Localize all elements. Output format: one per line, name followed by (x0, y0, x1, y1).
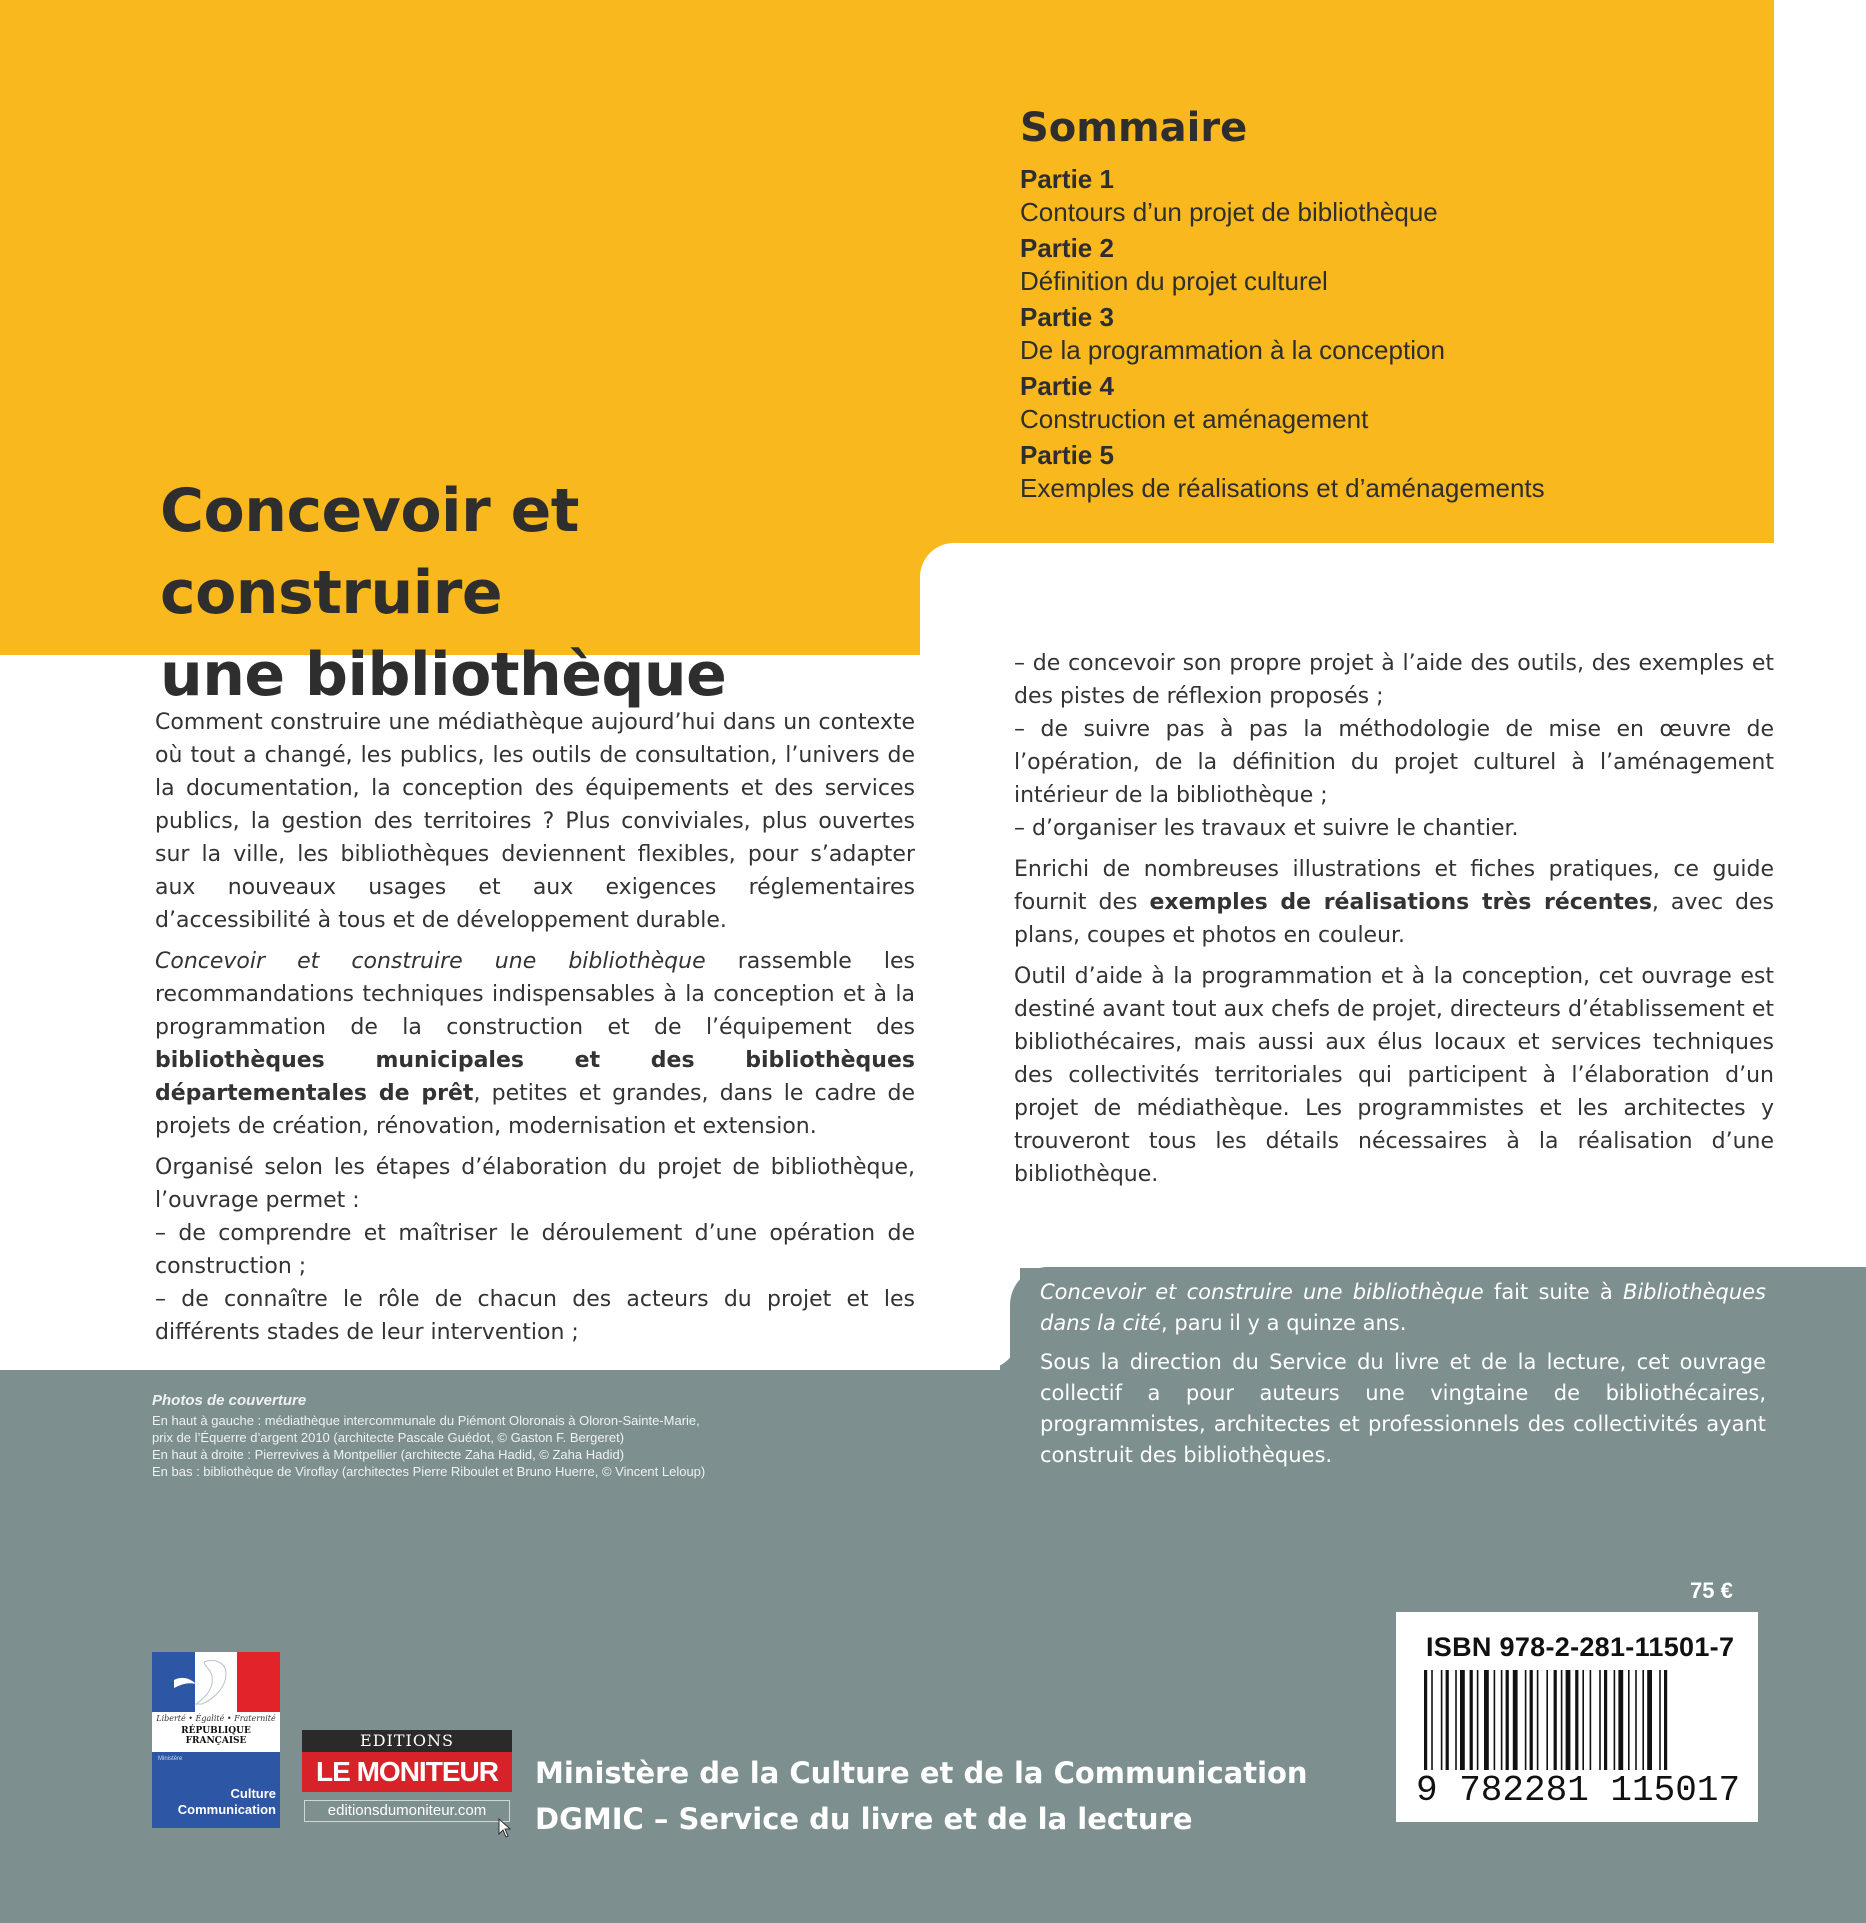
toc-part-label: Partie 1 (1020, 164, 1114, 194)
rf-motto: Liberté • Égalité • Fraternité (156, 1714, 276, 1723)
paragraph: Sous la direction du Service du livre et de la lecture, cet ouvrage collectif a pour auteurs une vingtaine de bibliothécaires, programmistes, architectes et professionnels des collectivités ayant construit des bibliothèques. (1040, 1350, 1766, 1467)
paragraph-text: , paru il y a quinze ans. (1161, 1311, 1407, 1335)
toc-part-label: Partie 5 (1020, 440, 1114, 470)
toc-part-3 (1020, 301, 1760, 367)
table-of-contents (1020, 105, 1760, 508)
page-title (160, 470, 920, 716)
toc-part-5 (1020, 439, 1760, 505)
book-title-italic: Concevoir et construire une bibliothèque (1040, 1280, 1484, 1304)
list-item: – de suivre pas à pas la méthodologie de mise en œuvre de l’opération, de la définition du projet culturel à l’aménagement intérieur de la bibliothèque ; (1014, 717, 1774, 808)
toc-part-label: Partie 2 (1020, 233, 1114, 263)
list-item: – de concevoir son propre projet à l’aide des outils, des exemples et des pistes de réflexion proposés ; (1014, 651, 1774, 709)
emphasis: exemples de réalisations très récentes (1149, 890, 1652, 915)
toc-part-4 (1020, 370, 1760, 436)
rf-ministere-label: Ministère (158, 1756, 183, 1762)
toc-part-label: Partie 4 (1020, 371, 1114, 401)
rf-culture-text: Culture (230, 1786, 276, 1801)
paragraph: Outil d’aide à la programmation et à la conception, cet ouvrage est destiné avant tout aux chefs de projet, directeurs d’établissement et bibliothécaires, mais aussi aux élus locaux et services techniques des collectivités territoriales qui participent à l’élaboration d’un projet de médiathèque. Les programmistes et les architectes y trouveront tous les détails nécessaires à la réalisation d’une bibliothèque. (1014, 964, 1774, 1187)
paragraph: Comment construire une médiathèque aujourd’hui dans un contexte où tout a changé, les publics, les outils de consultation, l’univers de la documentation, la conception des équipements et des services publics, la gestion des territoires ? Plus conviviales, plus ouvertes sur la ville, les bibliothèques deviennent flexibles, pour s’adapter aux nouveaux usages et aux exigences réglementaires d’accessibilité à tous et de développement durable. (155, 710, 915, 933)
paragraph-text: , petites et grandes, dans le cadre de projets de création, rénovation, modernisation et extension. (155, 1081, 916, 1139)
credits-line: En bas : bibliothèque de Viroflay (architectes Pierre Riboulet et Bruno Huerre, © Vincent Leloup) (152, 1464, 706, 1479)
ministry-line-1: Ministère de la Culture et de la Communication (535, 1756, 1308, 1790)
ministry-culture-block (152, 1752, 280, 1828)
rf-communication-text: Communication (177, 1802, 276, 1817)
credits-line: En haut à gauche : médiathèque intercommunale du Piémont Oloronais à Oloron-Sainte-Marie, (152, 1413, 700, 1428)
sommaire-heading: Sommaire (1020, 105, 1248, 151)
list-item: – de comprendre et maîtriser le déroulement d’une opération de construction ; (155, 1221, 915, 1279)
emphasis: bibliothèques municipales et des bibliothèques départementales de prêt (155, 1048, 915, 1106)
title-line-1: Concevoir et construire (160, 476, 579, 628)
credits-title: Photos de couverture (152, 1392, 307, 1409)
republique-francaise-logo (152, 1652, 280, 1828)
rf-culture-label (178, 1786, 276, 1818)
paragraph-text: fait suite à (1483, 1280, 1623, 1304)
editions-le-moniteur-logo (302, 1730, 512, 1834)
list-item: – de connaître le rôle de chacun des acteurs du projet et les différents stades de leur intervention ; (155, 1287, 915, 1345)
toc-part-text: Construction et aménagement (1020, 404, 1369, 434)
ministry-text (535, 1750, 1308, 1842)
barcode-digits: 9 782281 115017 (1416, 1770, 1741, 1811)
cursor-icon (498, 1818, 512, 1838)
paragraph (155, 945, 915, 1143)
grey-box-text (1040, 1277, 1766, 1479)
body-column-left (155, 706, 915, 1357)
toc-part-text: Contours d’un projet de bibliothèque (1020, 197, 1438, 227)
toc-part-text: De la programmation à la conception (1020, 335, 1445, 365)
toc-part-2 (1020, 232, 1760, 298)
toc-part-label: Partie 3 (1020, 302, 1114, 332)
paragraph (1014, 853, 1774, 952)
toc-part-text: Définition du projet culturel (1020, 266, 1328, 296)
book-title-italic: Bibliothèques dans la cité (1040, 1280, 1766, 1335)
credits-line: En haut à droite : Pierrevives à Montpellier (architecte Zaha Hadid, © Zaha Hadid) (152, 1447, 625, 1462)
paragraph-text: , avec des plans, coupes et photos en couleur. (1014, 890, 1775, 948)
book-title-italic: Concevoir et construire une bibliothèque (155, 949, 706, 974)
moniteur-url: editionsdumoniteur.com (304, 1800, 510, 1822)
isbn-label: ISBN 978-2-281-11501-7 (1426, 1632, 1735, 1662)
credits-line: prix de l’Équerre d’argent 2010 (architecte Pascale Guédot, © Gaston F. Bergeret) (152, 1430, 625, 1445)
list-item: – d’organiser les travaux et suivre le chantier. (1014, 816, 1519, 841)
editions-label: EDITIONS (302, 1730, 512, 1752)
price: 75 € (1690, 1578, 1733, 1603)
marianne-flag-icon (152, 1652, 280, 1712)
paragraph (1040, 1277, 1766, 1339)
moniteur-label: LE MONITEUR (302, 1752, 512, 1792)
photo-credits (152, 1392, 872, 1480)
ministry-line-2: DGMIC – Service du livre et de la lecture (535, 1802, 1193, 1836)
rf-name: RÉPUBLIQUE FRANÇAISE (181, 1726, 251, 1746)
paragraph (155, 1151, 915, 1217)
body-column-right (1014, 647, 1774, 1199)
paragraph-text: Organisé selon les étapes d’élaboration du projet de bibliothèque, l’ouvrage permet : (155, 1155, 915, 1213)
title-line-2: une bibliothèque (160, 640, 727, 710)
toc-part-1 (1020, 163, 1760, 229)
paragraph-text: rassemble les recommandations techniques indispensables à la conception et à la programmation de la construction et de l’équipement des (155, 949, 915, 1040)
toc-part-text: Exemples de réalisations et d’aménagements (1020, 473, 1545, 503)
paragraph-text: Enrichi de nombreuses illustrations et fiches pratiques, ce guide fournit des (1014, 857, 1774, 915)
